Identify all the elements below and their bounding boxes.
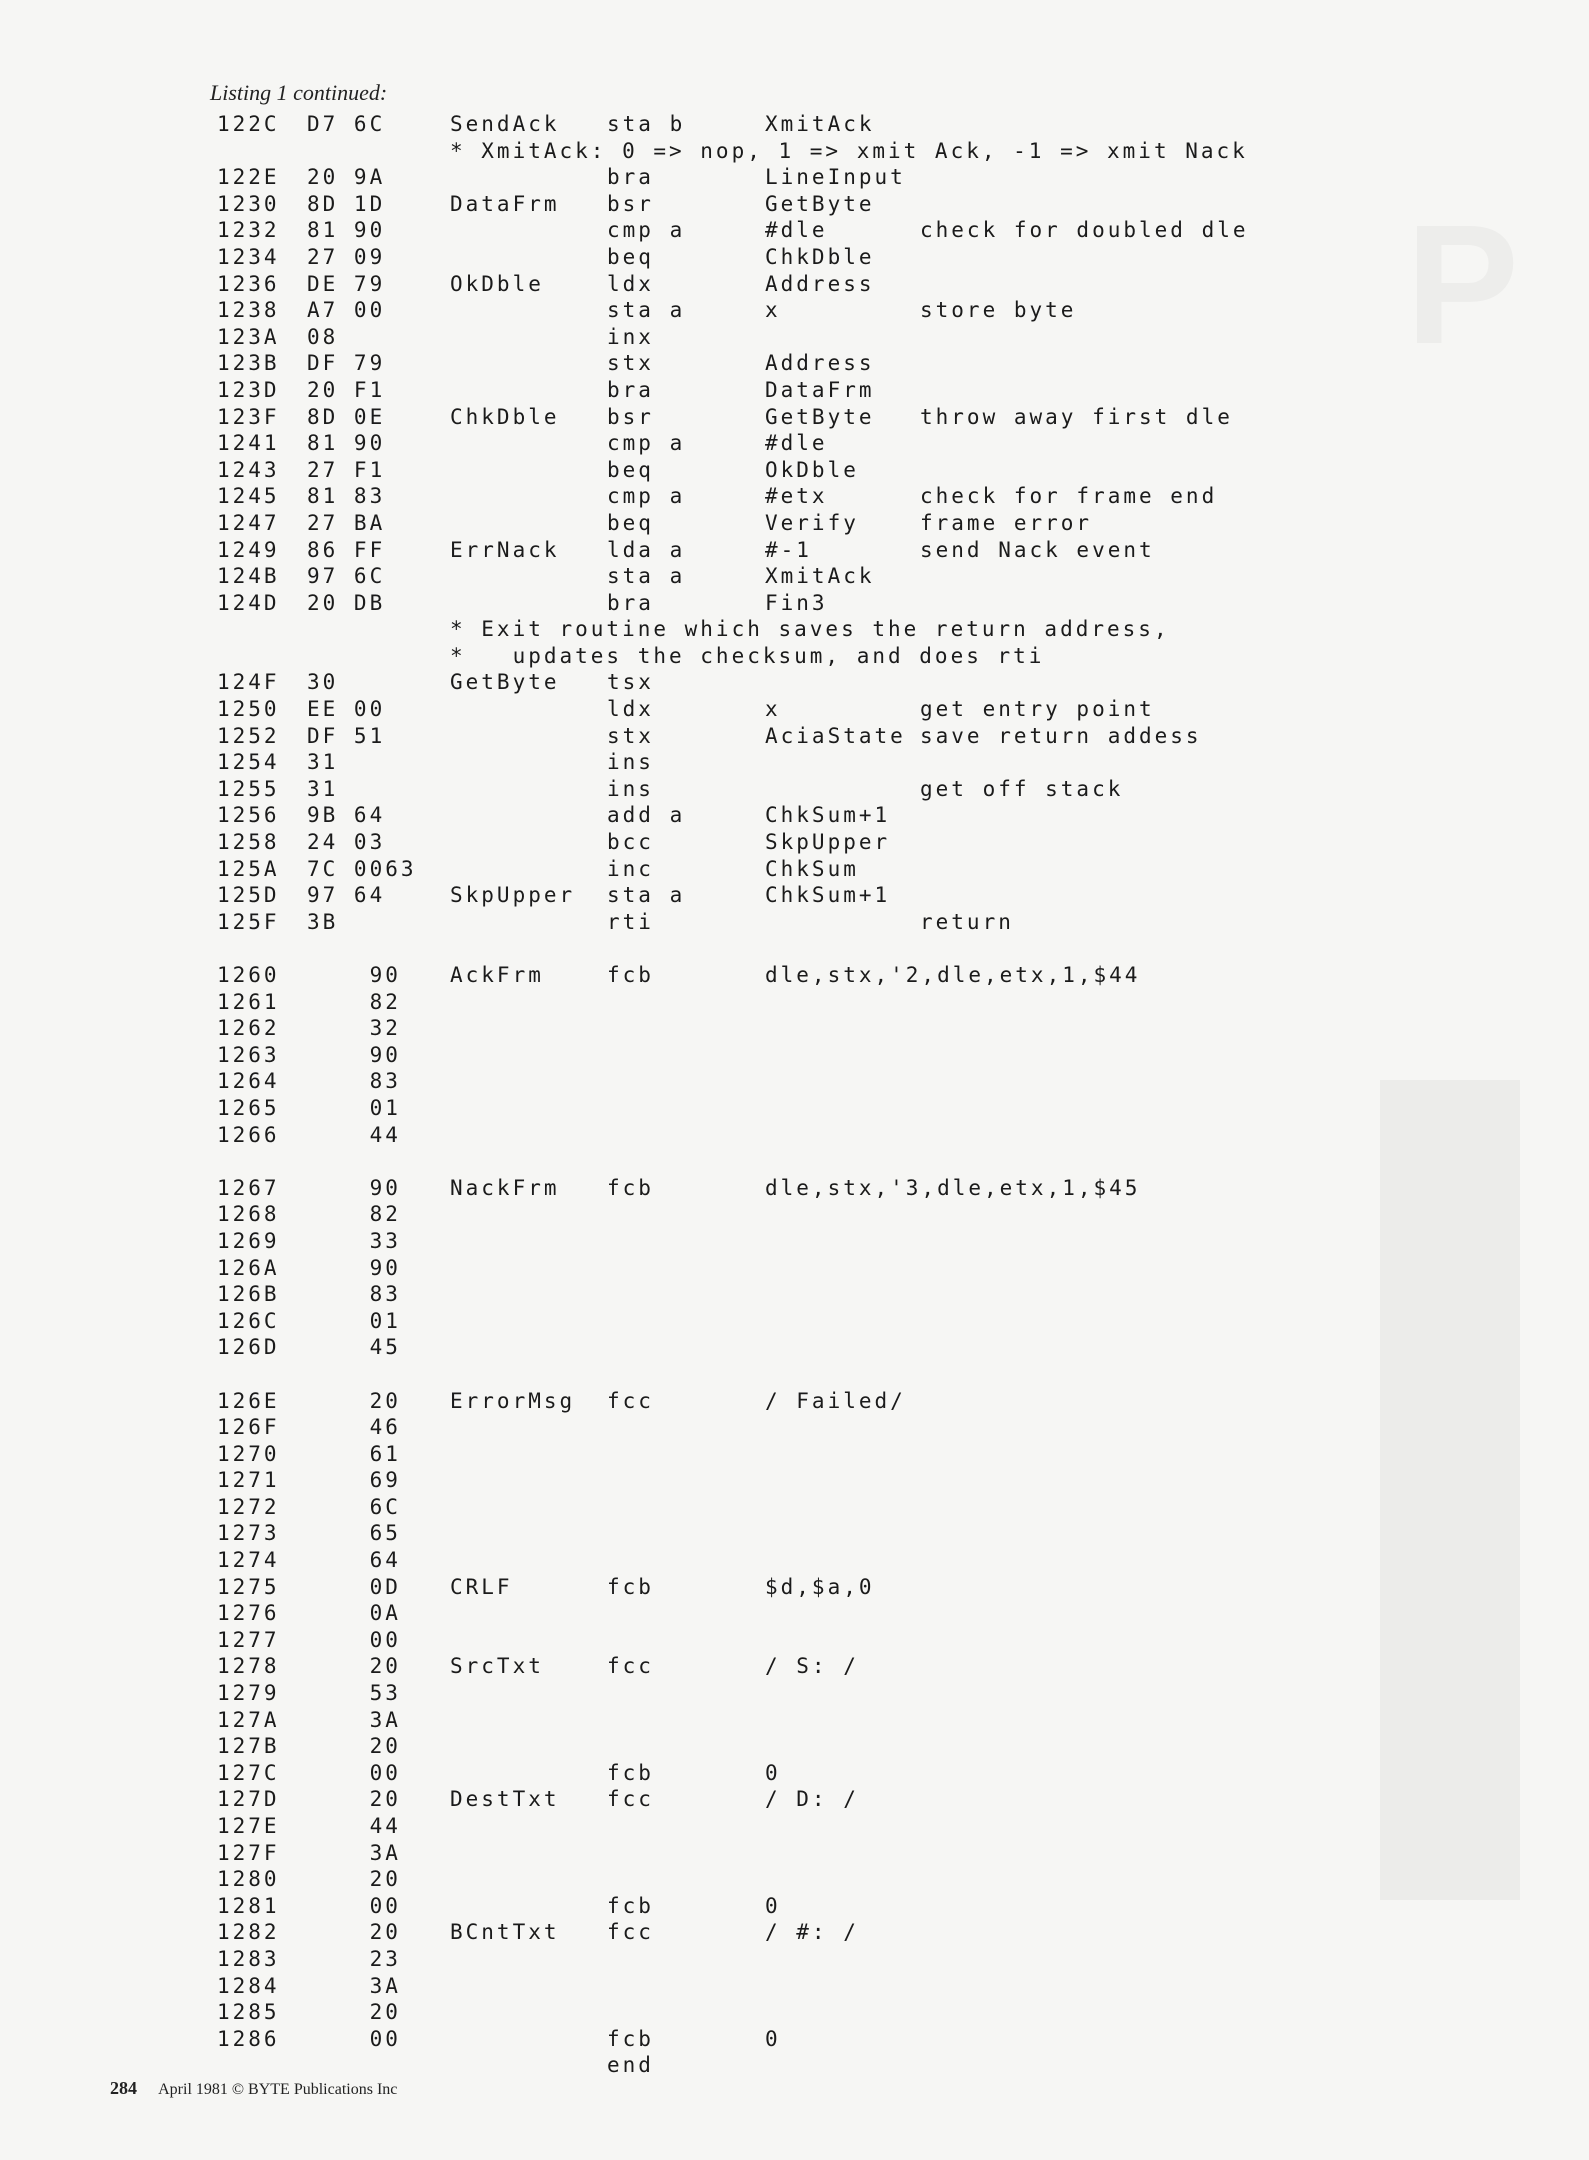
opcode: bsr bbox=[607, 404, 654, 429]
address: 1260 bbox=[217, 963, 280, 987]
operand: ChkSum+1 bbox=[765, 883, 891, 908]
address: 126B bbox=[217, 1282, 280, 1307]
object-bytes: 82 bbox=[307, 1202, 401, 1227]
address: 126D bbox=[217, 1335, 280, 1360]
address: 1278 bbox=[217, 1654, 280, 1679]
opcode: ldx bbox=[607, 271, 654, 296]
object-bytes: 01 bbox=[307, 1095, 401, 1120]
object-bytes: 0A bbox=[307, 1601, 401, 1626]
object-bytes: 27 09 bbox=[307, 244, 386, 269]
address: 1276 bbox=[217, 1601, 280, 1626]
object-bytes: 00 bbox=[307, 2026, 401, 2051]
object-bytes: DF 79 bbox=[307, 351, 386, 376]
opcode: add a bbox=[607, 803, 686, 828]
object-bytes: 00 bbox=[307, 1893, 401, 1918]
object-bytes: 46 bbox=[307, 1415, 401, 1440]
object-bytes: 30 bbox=[307, 670, 339, 695]
label: ErrorMsg bbox=[450, 1388, 576, 1413]
object-bytes: 9B 64 bbox=[307, 803, 386, 828]
comment: store byte bbox=[920, 298, 1077, 323]
label: OkDble bbox=[450, 271, 544, 296]
object-bytes: 6C bbox=[307, 1494, 401, 1519]
address: 1275 bbox=[217, 1574, 280, 1599]
object-bytes: 83 bbox=[307, 1282, 401, 1307]
object-bytes: 20 bbox=[307, 1867, 401, 1892]
operand: / Failed/ bbox=[765, 1388, 906, 1413]
label: BCntTxt bbox=[450, 1920, 560, 1945]
address: 126E bbox=[217, 1388, 280, 1413]
operand: 0 bbox=[765, 1893, 781, 1918]
label: ErrNack bbox=[450, 537, 560, 562]
object-bytes: 83 bbox=[307, 1069, 401, 1094]
opcode: fcb bbox=[607, 1574, 654, 1599]
opcode: ldx bbox=[607, 697, 654, 722]
comment: frame error bbox=[920, 510, 1093, 535]
object-bytes: 7C 0063 bbox=[307, 856, 417, 881]
opcode: inc bbox=[607, 856, 654, 881]
object-bytes: 8D 0E bbox=[307, 404, 386, 429]
address: 126F bbox=[217, 1415, 280, 1440]
address: 1267 bbox=[217, 1175, 280, 1200]
object-bytes: 82 bbox=[307, 989, 401, 1014]
object-bytes: 3A bbox=[307, 1707, 401, 1732]
address: 125D bbox=[217, 883, 280, 908]
operand: AciaState bbox=[765, 723, 906, 748]
operand: #dle bbox=[765, 431, 828, 456]
address: 122E bbox=[217, 165, 280, 190]
object-bytes: 53 bbox=[307, 1681, 401, 1706]
address: 1277 bbox=[217, 1627, 280, 1652]
object-bytes: EE 00 bbox=[307, 697, 386, 722]
object-bytes: 20 bbox=[307, 1787, 401, 1812]
object-bytes: 61 bbox=[307, 1441, 401, 1466]
address: 1273 bbox=[217, 1521, 280, 1546]
label: SkpUpper bbox=[450, 883, 576, 908]
address: 1271 bbox=[217, 1468, 280, 1493]
object-bytes: 97 6C bbox=[307, 564, 386, 589]
operand: x bbox=[765, 298, 781, 323]
object-bytes: 20 bbox=[307, 1654, 401, 1679]
operand: LineInput bbox=[765, 165, 906, 190]
opcode: fcc bbox=[607, 1654, 654, 1679]
opcode: beq bbox=[607, 457, 654, 482]
object-bytes: 97 64 bbox=[307, 883, 386, 908]
opcode: sta a bbox=[607, 883, 686, 908]
opcode: fcb bbox=[607, 1175, 654, 1200]
operand: 0 bbox=[765, 2026, 781, 2051]
label: GetByte bbox=[450, 670, 560, 695]
address: 126A bbox=[217, 1255, 280, 1280]
label: DestTxt bbox=[450, 1787, 560, 1812]
address: 1230 bbox=[217, 191, 280, 216]
opcode: stx bbox=[607, 351, 654, 376]
object-bytes: 8D 1D bbox=[307, 191, 386, 216]
object-bytes: 20 bbox=[307, 1734, 401, 1759]
label: DataFrm bbox=[450, 191, 560, 216]
object-bytes: DE 79 bbox=[307, 271, 386, 296]
address: 1238 bbox=[217, 298, 280, 323]
address: 1252 bbox=[217, 723, 280, 748]
object-bytes: 44 bbox=[307, 1814, 401, 1838]
operand: ChkSum+1 bbox=[765, 803, 891, 828]
opcode: bra bbox=[607, 590, 654, 615]
address: 1274 bbox=[217, 1548, 280, 1573]
object-bytes: 81 83 bbox=[307, 484, 386, 509]
opcode: rti bbox=[607, 909, 654, 934]
address: 1256 bbox=[217, 803, 280, 828]
address: 1249 bbox=[217, 537, 280, 562]
object-bytes: 20 bbox=[307, 1388, 401, 1413]
address: 1265 bbox=[217, 1095, 280, 1120]
comment: get entry point bbox=[920, 697, 1155, 722]
object-bytes: 90 bbox=[307, 1175, 401, 1200]
footer-text: April 1981 © BYTE Publications Inc bbox=[158, 2081, 398, 2098]
opcode: fcb bbox=[607, 1760, 654, 1785]
operand: Address bbox=[765, 271, 875, 296]
address: 1258 bbox=[217, 830, 280, 855]
address: 1285 bbox=[217, 2000, 280, 2025]
label: AckFrm bbox=[450, 963, 544, 987]
address: 123A bbox=[217, 324, 280, 349]
object-bytes: 20 bbox=[307, 1920, 401, 1945]
object-bytes: 90 bbox=[307, 1255, 401, 1280]
object-bytes: D7 6C bbox=[307, 112, 386, 136]
object-bytes: 32 bbox=[307, 1016, 401, 1041]
object-bytes: 20 9A bbox=[307, 165, 386, 190]
address: 1284 bbox=[217, 1973, 280, 1998]
comment-text: * XmitAck: 0 => nop, 1 => xmit Ack, -1 => xmit Nack bbox=[450, 138, 1248, 163]
address: 1269 bbox=[217, 1228, 280, 1253]
opcode: sta a bbox=[607, 298, 686, 323]
object-bytes: 81 90 bbox=[307, 431, 386, 456]
operand: ChkSum bbox=[765, 856, 859, 881]
address: 1241 bbox=[217, 431, 280, 456]
object-bytes: 81 90 bbox=[307, 218, 386, 243]
object-bytes: 86 FF bbox=[307, 537, 386, 562]
opcode: fcb bbox=[607, 2026, 654, 2051]
object-bytes: 20 F1 bbox=[307, 377, 386, 402]
page-number: 284 bbox=[110, 2078, 137, 2098]
object-bytes: 01 bbox=[307, 1308, 401, 1333]
object-bytes: 90 bbox=[307, 1042, 401, 1067]
object-bytes: 20 DB bbox=[307, 590, 386, 615]
operand: Verify bbox=[765, 510, 859, 535]
opcode: lda a bbox=[607, 537, 686, 562]
opcode: beq bbox=[607, 510, 654, 535]
bleed-through-mark bbox=[1380, 1080, 1520, 1900]
comment-text: * updates the checksum, and does rti bbox=[450, 643, 1045, 668]
object-bytes: 31 bbox=[307, 776, 339, 801]
object-bytes: 23 bbox=[307, 1946, 401, 1971]
address: 1254 bbox=[217, 750, 280, 775]
object-bytes: 44 bbox=[307, 1122, 401, 1147]
comment: check for frame end bbox=[920, 484, 1218, 509]
address: 125A bbox=[217, 856, 280, 881]
opcode: beq bbox=[607, 244, 654, 269]
comment: get off stack bbox=[920, 776, 1124, 801]
object-bytes: 08 bbox=[307, 324, 339, 349]
page-footer bbox=[110, 2078, 397, 2099]
operand: SkpUpper bbox=[765, 830, 891, 855]
operand: #dle bbox=[765, 218, 828, 243]
object-bytes: 24 03 bbox=[307, 830, 386, 855]
label: SendAck bbox=[450, 112, 560, 136]
address: 1268 bbox=[217, 1202, 280, 1227]
bleed-through-mark: P bbox=[1405, 190, 1519, 380]
address: 1234 bbox=[217, 244, 280, 269]
object-bytes: 20 bbox=[307, 2000, 401, 2025]
operand: #etx bbox=[765, 484, 828, 509]
opcode: end bbox=[607, 2053, 654, 2078]
address: 124F bbox=[217, 670, 280, 695]
listing-caption: Listing 1 continued: bbox=[210, 80, 388, 105]
operand: XmitAck bbox=[765, 564, 875, 589]
opcode: fcc bbox=[607, 1920, 654, 1945]
object-bytes: 3B bbox=[307, 909, 339, 934]
opcode: ins bbox=[607, 750, 654, 775]
address: 122C bbox=[217, 112, 280, 136]
address: 1264 bbox=[217, 1069, 280, 1094]
opcode: bcc bbox=[607, 830, 654, 855]
operand: dle,stx,'3,dle,etx,1,$45 bbox=[765, 1175, 1141, 1200]
opcode: fcc bbox=[607, 1787, 654, 1812]
opcode: inx bbox=[607, 324, 654, 349]
address: 1286 bbox=[217, 2026, 280, 2051]
object-bytes: 31 bbox=[307, 750, 339, 775]
opcode: stx bbox=[607, 723, 654, 748]
address: 1263 bbox=[217, 1042, 280, 1067]
address: 1272 bbox=[217, 1494, 280, 1519]
address: 123F bbox=[217, 404, 280, 429]
label: ChkDble bbox=[450, 404, 560, 429]
operand: dle,stx,'2,dle,etx,1,$44 bbox=[765, 963, 1141, 987]
address: 127B bbox=[217, 1734, 280, 1759]
address: 1243 bbox=[217, 457, 280, 482]
address: 125F bbox=[217, 909, 280, 934]
opcode: fcb bbox=[607, 1893, 654, 1918]
operand: GetByte bbox=[765, 191, 875, 216]
comment: throw away first dle bbox=[920, 404, 1233, 429]
object-bytes: 69 bbox=[307, 1468, 401, 1493]
operand: / S: / bbox=[765, 1654, 859, 1679]
opcode: fcc bbox=[607, 1388, 654, 1413]
address: 1270 bbox=[217, 1441, 280, 1466]
address: 127A bbox=[217, 1707, 280, 1732]
address: 1281 bbox=[217, 1893, 280, 1918]
address: 127C bbox=[217, 1760, 280, 1785]
address: 127F bbox=[217, 1840, 280, 1865]
object-bytes: 0D bbox=[307, 1574, 401, 1599]
address: 127E bbox=[217, 1814, 280, 1838]
comment: save return addess bbox=[920, 723, 1202, 748]
address: 124B bbox=[217, 564, 280, 589]
operand: / D: / bbox=[765, 1787, 859, 1812]
address: 127D bbox=[217, 1787, 280, 1812]
operand: / #: / bbox=[765, 1920, 859, 1945]
label: CRLF bbox=[450, 1574, 513, 1599]
address: 123D bbox=[217, 377, 280, 402]
object-bytes: 3A bbox=[307, 1973, 401, 1998]
operand: GetByte bbox=[765, 404, 875, 429]
object-bytes: 3A bbox=[307, 1840, 401, 1865]
address: 1280 bbox=[217, 1867, 280, 1892]
object-bytes: 90 bbox=[307, 963, 401, 987]
object-bytes: 45 bbox=[307, 1335, 401, 1360]
operand: x bbox=[765, 697, 781, 722]
object-bytes: DF 51 bbox=[307, 723, 386, 748]
operand: ChkDble bbox=[765, 244, 875, 269]
address: 1255 bbox=[217, 776, 280, 801]
opcode: sta b bbox=[607, 112, 686, 136]
comment: send Nack event bbox=[920, 537, 1155, 562]
object-bytes: 65 bbox=[307, 1521, 401, 1546]
object-bytes: 00 bbox=[307, 1627, 401, 1652]
address: 1262 bbox=[217, 1016, 280, 1041]
comment-text: * Exit routine which saves the return address, bbox=[450, 617, 1170, 642]
operand: Fin3 bbox=[765, 590, 828, 615]
comment: check for doubled dle bbox=[920, 218, 1249, 243]
operand: OkDble bbox=[765, 457, 859, 482]
opcode: sta a bbox=[607, 564, 686, 589]
operand: Address bbox=[765, 351, 875, 376]
address: 1261 bbox=[217, 989, 280, 1014]
object-bytes: 33 bbox=[307, 1228, 401, 1253]
address: 1245 bbox=[217, 484, 280, 509]
address: 1232 bbox=[217, 218, 280, 243]
address: 1283 bbox=[217, 1946, 280, 1971]
opcode: cmp a bbox=[607, 431, 686, 456]
address: 123B bbox=[217, 351, 280, 376]
address: 1247 bbox=[217, 510, 280, 535]
object-bytes: 27 F1 bbox=[307, 457, 386, 482]
operand: DataFrm bbox=[765, 377, 875, 402]
opcode: bra bbox=[607, 165, 654, 190]
opcode: cmp a bbox=[607, 484, 686, 509]
opcode: tsx bbox=[607, 670, 654, 695]
operand: $d,$a,0 bbox=[765, 1574, 875, 1599]
label: NackFrm bbox=[450, 1175, 560, 1200]
opcode: bra bbox=[607, 377, 654, 402]
opcode: bsr bbox=[607, 191, 654, 216]
address: 1250 bbox=[217, 697, 280, 722]
address: 1266 bbox=[217, 1122, 280, 1147]
operand: 0 bbox=[765, 1760, 781, 1785]
comment: return bbox=[920, 909, 1014, 934]
object-bytes: 27 BA bbox=[307, 510, 386, 535]
label: SrcTxt bbox=[450, 1654, 544, 1679]
address: 1279 bbox=[217, 1681, 280, 1706]
address: 126C bbox=[217, 1308, 280, 1333]
address: 124D bbox=[217, 590, 280, 615]
opcode: cmp a bbox=[607, 218, 686, 243]
object-bytes: 00 bbox=[307, 1760, 401, 1785]
operand: #-1 bbox=[765, 537, 812, 562]
object-bytes: 64 bbox=[307, 1548, 401, 1573]
address: 1236 bbox=[217, 271, 280, 296]
opcode: fcb bbox=[607, 963, 654, 987]
operand: XmitAck bbox=[765, 112, 875, 136]
address: 1282 bbox=[217, 1920, 280, 1945]
opcode: ins bbox=[607, 776, 654, 801]
object-bytes: A7 00 bbox=[307, 298, 386, 323]
